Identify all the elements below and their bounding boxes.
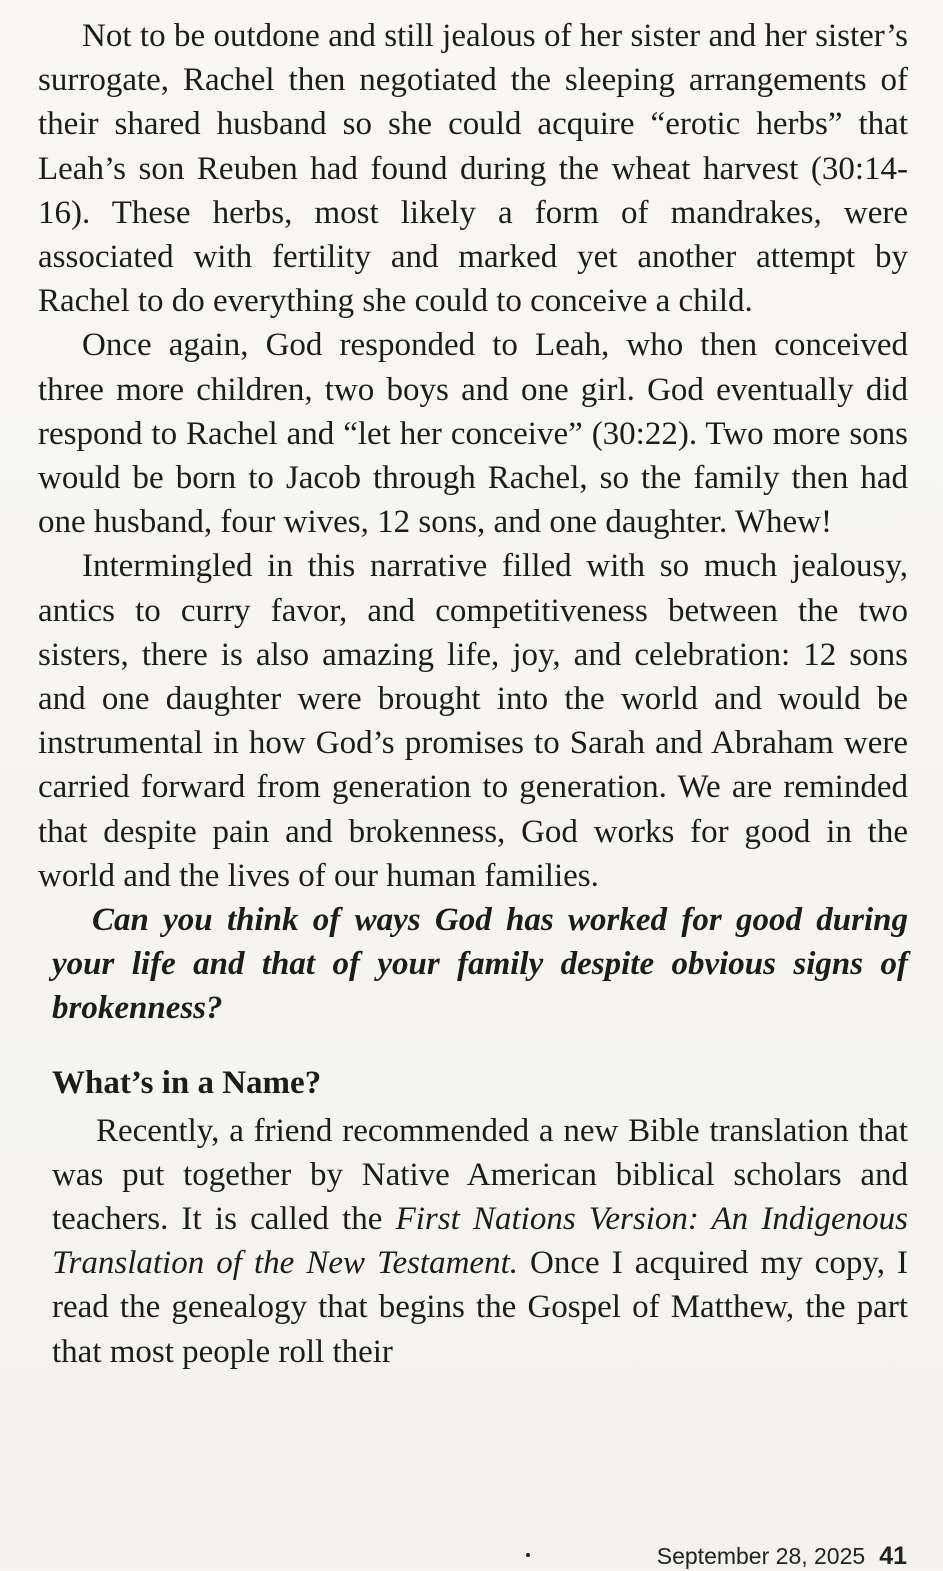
section-heading: What’s in a Name? (52, 1064, 322, 1101)
footer-date: September 28, 2025 (656, 1543, 866, 1569)
reflection-question: Can you think of ways God has worked for good during your life and that of your family despite obvious signs of brokenness? (52, 902, 908, 1027)
page-number: 41 (879, 1542, 907, 1570)
print-speck (526, 1553, 530, 1557)
body-text (38, 14, 908, 1374)
paragraph-rachel-herbs: Not to be outdone and still jealous of her sister and her sister’s surrogate, Rachel then negotiated the sleeping arrangements of their shared husband so she could acquire “erotic herbs” that Leah’s son Reuben had found during the wheat harvest (30:14-16). These herbs, most likely a form of mandrakes, were associated with fertility and marked yet another attempt by Rachel to do everything she could to conceive a child. (38, 18, 908, 320)
page-footer (657, 1542, 907, 1571)
paragraph-text-start: Recently, a friend recommended a new Bible translation that was put together by Native American biblical scholars and teachers. It is called the (52, 1112, 908, 1238)
paragraph-intermingled: Intermingled in this narrative filled with so much jealousy, antics to curry favor, and competitiveness between the two sisters, there is also amazing life, joy, and celebration: 12 sons and one daughter were brought into the world and would be instrumental in how God’s promises to Sarah and Abraham were carried forward from generation to generation. We are reminded that despite pain and brokenness, God works for good in the world and the lives of our human families. (38, 548, 908, 894)
paragraph-text-end: Once I acquired my copy, I read the genealogy that begins the Gospel of Matthew, the part that most people roll their (52, 1245, 908, 1370)
book-title: First Nations Version: An Indigenous Translation of the New Testament. (52, 1201, 908, 1282)
paragraph-translation (52, 1109, 908, 1374)
paragraph-god-responded: Once again, God responded to Leah, who then conceived three more children, two boys and one girl. God eventually did respond to Rachel and “let her conceive” (30:22). Two more sons would be born to Jacob through Rachel, so the family then had one husband, four wives, 12 sons, and one daughter. Whew! (38, 327, 908, 541)
